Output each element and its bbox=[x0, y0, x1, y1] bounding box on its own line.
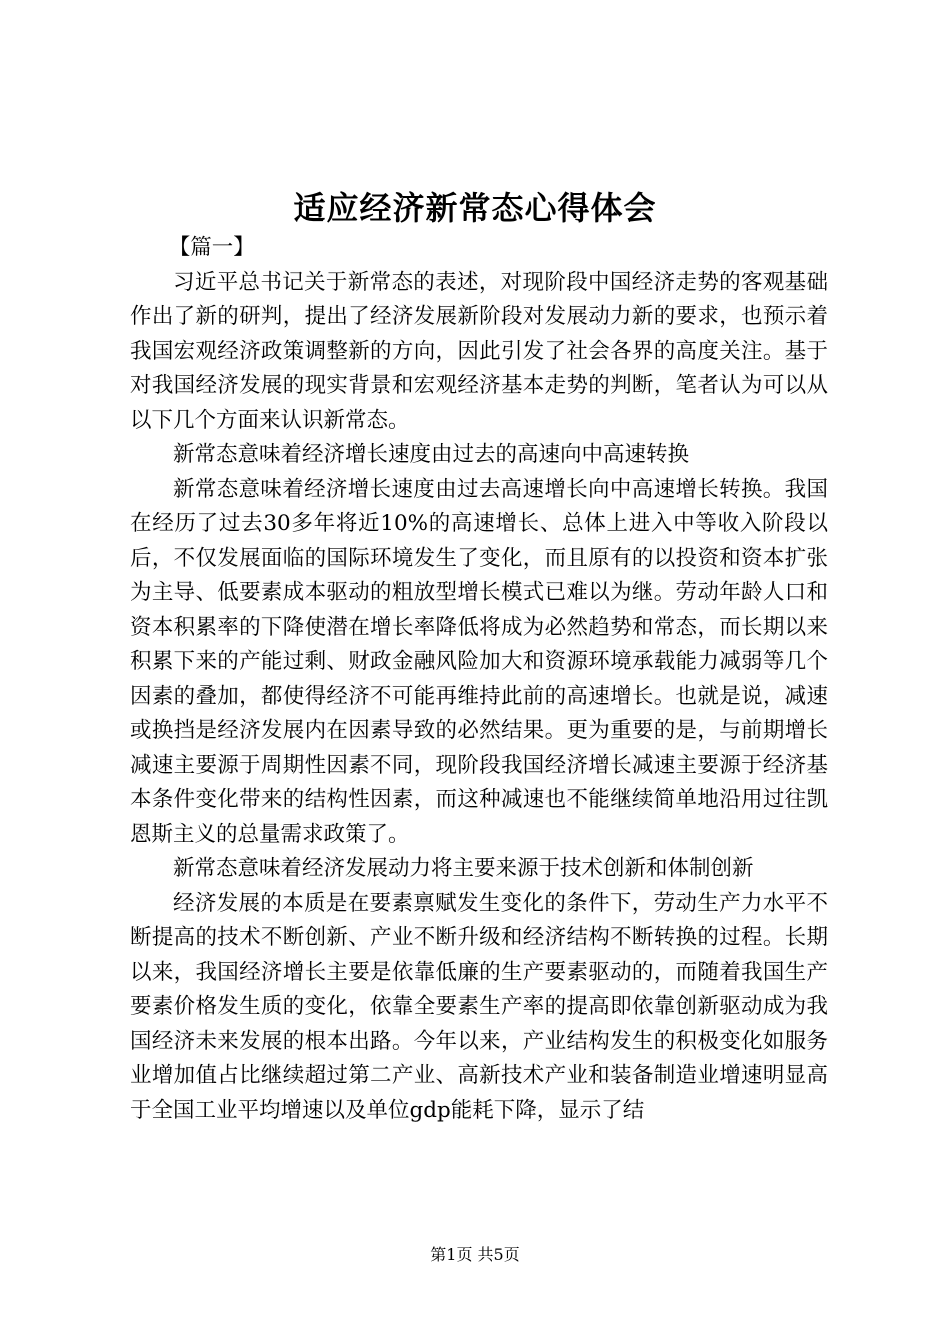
document-body bbox=[130, 231, 828, 1128]
paragraph-innovation: 经济发展的本质是在要素禀赋发生变化的条件下，劳动生产力水平不断提高的技术不断创新、产业不断升级和经济结构不断转换的过程。长期以来，我国经济增长主要是依靠低廉的生产要素驱动的，而随着我国生产要素价格发生质的变化，依靠全要素生产率的提高即依靠创新驱动成为我国经济未来发展的根本出路。今年以来，产业结构发生的积极变化如服务业增加值占比继续超过第二产业、高新技术产业和装备制造业增速明显高于全国工业平均增速以及单位gdp能耗下降，显示了结 bbox=[130, 890, 828, 1123]
page-footer: 第1页 共5页 bbox=[430, 1245, 520, 1264]
section-label: 【篇一】 bbox=[168, 235, 255, 260]
paragraph-heading-growth-speed: 新常态意味着经济增长速度由过去的高速向中高速转换 bbox=[173, 442, 690, 467]
document-title: 适应经济新常态心得体会 bbox=[293, 189, 657, 227]
paragraph-heading-innovation: 新常态意味着经济发展动力将主要来源于技术创新和体制创新 bbox=[173, 856, 754, 881]
paragraph-growth-speed: 新常态意味着经济增长速度由过去高速增长向中高速增长转换。我国在经历了过去30多年将近10%的高速增长、总体上进入中等收入阶段以后，不仅发展面临的国际环境发生了变化，而且原有的以投资和资本扩张为主导、低要素成本驱动的粗放型增长模式已难以为继。劳动年龄人口和资本积累率的下降使潜在增长率降低将成为必然趋势和常态，而长期以来积累下来的产能过剩、财政金融风险加大和资源环境承载能力减弱等几个因素的叠加，都使得经济不可能再维持此前的高速增长。也就是说，减速或换挡是经济发展内在因素导致的必然结果。更为重要的是，与前期增长减速主要源于周期性因素不同，现阶段我国经济增长减速主要源于经济基本条件变化带来的结构性因素，而这种减速也不能继续简单地沿用过往凯恩斯主义的总量需求政策了。 bbox=[130, 476, 828, 847]
paragraph-intro: 习近平总书记关于新常态的表述，对现阶段中国经济走势的客观基础作出了新的研判，提出了经济发展新阶段对发展动力新的要求，也预示着我国宏观经济政策调整新的方向，因此引发了社会各界的高度关注。基于对我国经济发展的现实背景和宏观经济基本走势的判断，笔者认为可以从以下几个方面来认识新常态。 bbox=[130, 269, 828, 433]
